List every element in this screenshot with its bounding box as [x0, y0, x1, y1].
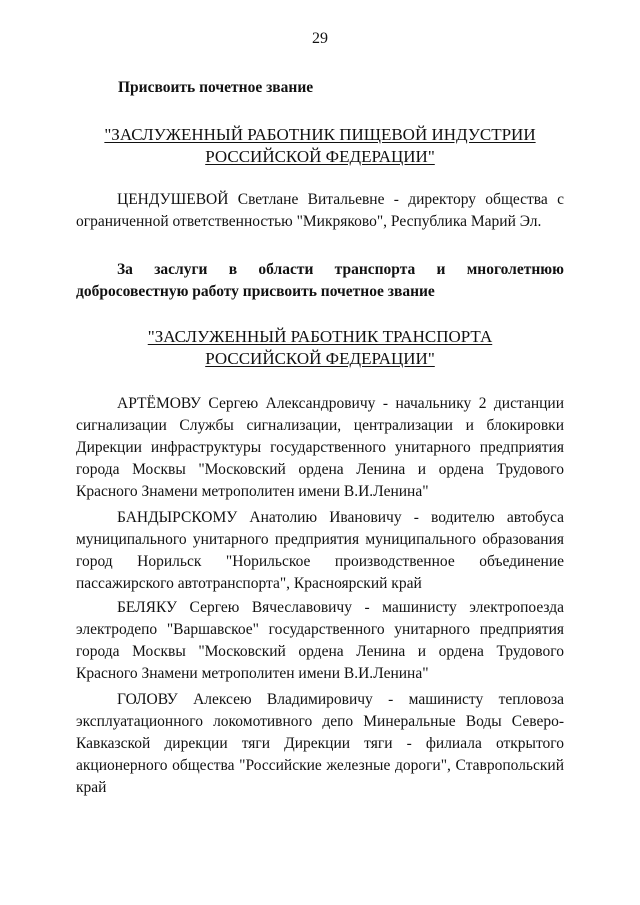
section1-title-line2: РОССИЙСКОЙ ФЕДЕРАЦИИ"	[205, 147, 435, 166]
section2-title-line2: РОССИЙСКОЙ ФЕДЕРАЦИИ"	[205, 349, 435, 368]
section1-heading: Присвоить почетное звание	[118, 79, 314, 96]
award-entry-belyak: БЕЛЯКУ Сергею Вячеславовичу - машинисту электропоезда электродепо "Варшавское" государственного унитарного предприятия города Москвы "Московский ордена Ленина и ордена Трудового Красного Знамени метрополитен имени В.И.Ленина"	[76, 599, 564, 682]
award-entry-artemov: АРТЁМОВУ Сергею Александровичу - начальнику 2 дистанции сигнализации Службы сигнализации, централизации и блокировки Дирекции инфраструктуры государственного унитарного предприятия города Москвы "Московский ордена Ленина и ордена Трудового Красного Знамени метрополитен имени В.И.Ленина"	[76, 395, 564, 500]
award-entry-golov: ГОЛОВУ Алексею Владимировичу - машинисту тепловоза эксплуатационного локомотивного депо Минеральные Воды Северо-Кавказской дирекции тяги Дирекции тяги - филиала открытого акционерного общества "Российские железные дороги", Ставропольский край	[76, 691, 564, 796]
section1-title	[76, 124, 564, 168]
award-entry-bandyrsky: БАНДЫРСКОМУ Анатолию Ивановичу - водителю автобуса муниципального унитарного предприятия муниципального образования город Норильск "Норильское производственное объединение пассажирского автотранспорта", Красноярский край	[76, 509, 564, 592]
section2-title	[76, 326, 564, 370]
page-number: 29	[312, 30, 328, 47]
award-entry-tsendusheva: ЦЕНДУШЕВОЙ Светлане Витальевне - директору общества с ограниченной ответственностью "Микряково", Республика Марий Эл.	[76, 191, 564, 230]
section2-title-line1: "ЗАСЛУЖЕННЫЙ РАБОТНИК ТРАНСПОРТА	[147, 327, 493, 346]
section2-heading: За заслуги в области транспорта и многолетнюю добросовестную работу присвоить почетное звание	[76, 261, 564, 300]
section1-title-line1: "ЗАСЛУЖЕННЫЙ РАБОТНИК ПИЩЕВОЙ ИНДУСТРИИ	[104, 125, 536, 144]
